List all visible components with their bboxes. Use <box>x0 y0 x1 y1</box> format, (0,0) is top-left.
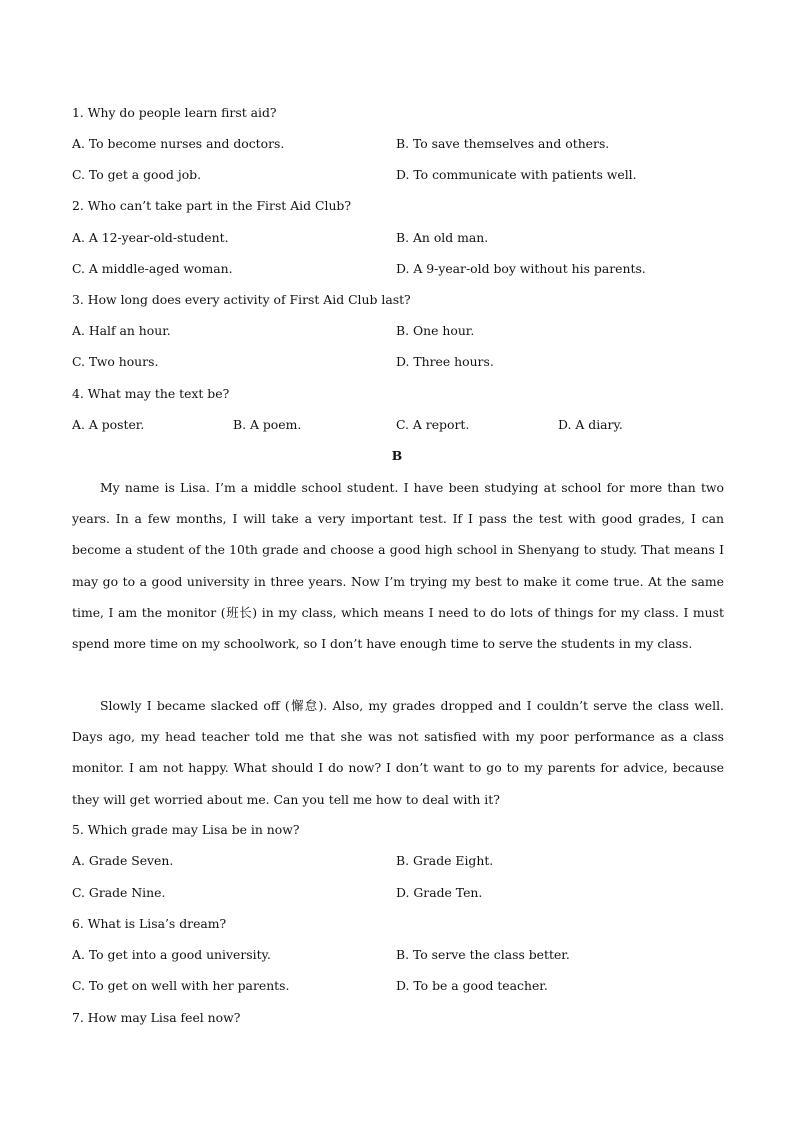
option-2d: D. A 9-year-old boy without his parents. <box>396 261 646 276</box>
question-4-stem: 4. What may the text be? <box>72 386 230 401</box>
option-1a: A. To become nurses and doctors. <box>72 136 285 151</box>
passage-paragraph-2: Slowly I became slacked off (懈怠). Also, my grades dropped and I couldn’t serve the class well. Days ago, my head teacher told me that she was not satisfied with my poor performance as a class monitor. I am not happy. What should I do now? I don’t want to go to my parents for advice, because they will get worried about me. Can you tell me how to deal with it? <box>72 698 724 807</box>
question-2-stem: 2. Who can’t take part in the First Aid Club? <box>72 198 351 213</box>
option-2b: B. An old man. <box>396 230 489 245</box>
option-4b: B. A poem. <box>233 417 302 432</box>
question-1-stem: 1. Why do people learn first aid? <box>72 105 277 120</box>
option-4c: C. A report. <box>396 417 470 432</box>
option-6a: A. To get into a good university. <box>72 947 271 962</box>
section-b-heading: B <box>391 448 403 463</box>
question-6-stem: 6. What is Lisa’s dream? <box>72 916 227 931</box>
question-3-stem: 3. How long does every activity of First Aid Club last? <box>72 292 411 307</box>
option-3d: D. Three hours. <box>396 354 494 369</box>
option-2c: C. A middle-aged woman. <box>72 261 233 276</box>
option-5a: A. Grade Seven. <box>72 853 174 868</box>
question-5-stem: 5. Which grade may Lisa be in now? <box>72 822 300 837</box>
option-4a: A. A poster. <box>72 417 145 432</box>
passage-paragraph-1: My name is Lisa. I’m a middle school student. I have been studying at school for more than two years. In a few months, I will take a very important test. If I pass the test with good grades, I can become a student of the 10th grade and choose a good high school in Shenyang to study. That means I may go to a good university in three years. Now I’m trying my best to make it come true. At the same time, I am the monitor (班长) in my class, which means I need to do lots of things for my class. I must spend more time on my schoolwork, so I don’t have enough time to serve the students in my class. <box>72 480 724 652</box>
option-3b: B. One hour. <box>396 323 475 338</box>
option-4d: D. A diary. <box>558 417 623 432</box>
option-2a: A. A 12-year-old-student. <box>72 230 229 245</box>
option-6d: D. To be a good teacher. <box>396 978 548 993</box>
option-1d: D. To communicate with patients well. <box>396 167 637 182</box>
option-6c: C. To get on well with her parents. <box>72 978 290 993</box>
question-7-stem: 7. How may Lisa feel now? <box>72 1010 241 1025</box>
option-3a: A. Half an hour. <box>72 323 171 338</box>
option-1c: C. To get a good job. <box>72 167 202 182</box>
option-5b: B. Grade Eight. <box>396 853 494 868</box>
option-1b: B. To save themselves and others. <box>396 136 610 151</box>
option-5c: C. Grade Nine. <box>72 885 166 900</box>
option-6b: B. To serve the class better. <box>396 947 570 962</box>
option-3c: C. Two hours. <box>72 354 159 369</box>
option-5d: D. Grade Ten. <box>396 885 483 900</box>
